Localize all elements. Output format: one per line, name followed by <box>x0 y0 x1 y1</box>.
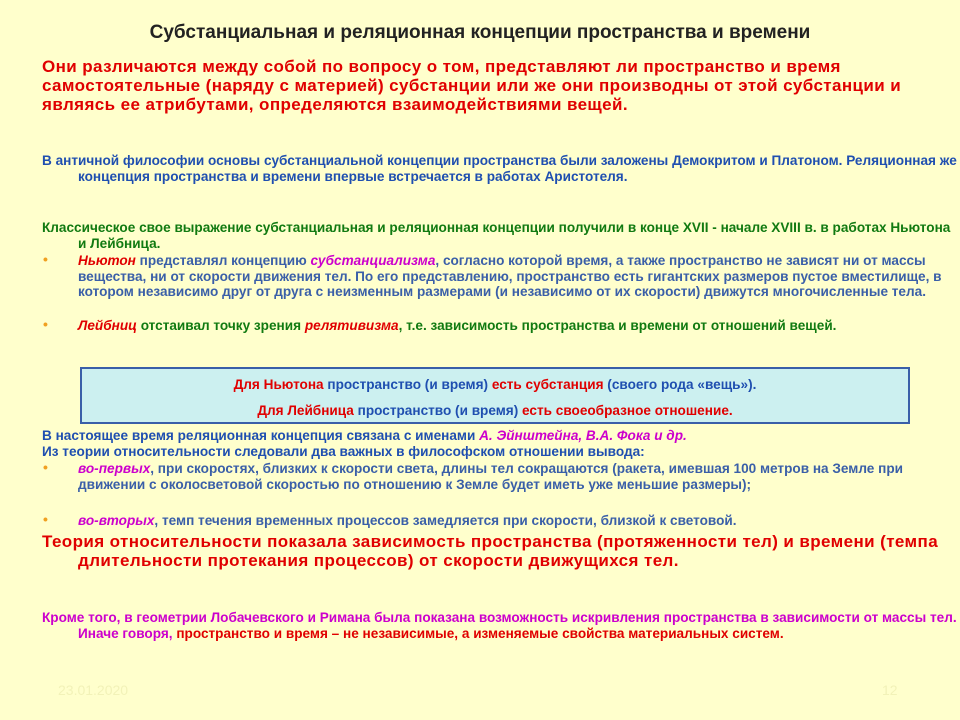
newton-name: Ньютон <box>78 253 136 268</box>
comparison-box <box>80 367 910 424</box>
footer-date: 23.01.2020 <box>58 682 129 698</box>
relativity-conclusions-intro: Из теории относительности следовали два важных в философском отношении вывода: <box>42 444 645 459</box>
second-conclusion-bullet: • во-вторых, темп течения временных процессов замедляется при скорости, близкой к световой. <box>43 511 737 528</box>
slide-title: Субстанциальная и реляционная концепции пространства и времени <box>149 22 811 43</box>
newton-text-2: , согласно которой время, а также пространство не зависят ни от массы вещества, ни от скорости движения тел. По его представлению, пространство есть гигантских размеров пустое вместилище, в котором независимо друг от друга с неизменным размерами (и независимо от их скорости) движутся многочисленные тела. <box>78 253 942 299</box>
theory-statement: Теория относительности показала зависимость пространства (протяженности тел) и времени (темпа длительности протекания процессов) от скорости движущихся тел. <box>42 532 939 570</box>
bullet-icon: • <box>43 459 48 475</box>
geometry-paragraph: Кроме того, в геометрии Лобачевского и Римана была показана возможность искривления пространства в зависимости от массы тел. Иначе говоря, пространство и время – не независимые, а изменяемые свойства материальных систем. <box>42 610 957 641</box>
leibniz-bullet <box>42 318 950 334</box>
leibniz-text-1: отстаивал точку зрения <box>136 318 305 333</box>
first-conclusion-bullet: • во-первых, при скоростях, близких к скорости света, длины тел сокращаются (ракета, имевшая 100 метров на Земле при движении с околосветовой скоростью по отношению к Земле будет иметь уже меньшие размеры); <box>43 459 903 492</box>
antiquity-paragraph: В античной философии основы субстанциальной концепции пространства были заложены Демокритом и Платоном. Реляционная же концепция пространства и времени впервые встречается в работах Аристотеля. <box>42 153 957 184</box>
newton-text-1: представлял концепцию <box>135 253 311 268</box>
bullet-icon: • <box>43 251 48 267</box>
modern-paragraph: В настоящее время реляционная концепция связана с именами А. Эйнштейна, В.А. Фока и др. <box>42 428 687 443</box>
comparison-line-newton: Для Ньютона пространство (и время) есть субстанция (своего рода «вещь»). <box>233 377 757 392</box>
lead-paragraph: Они различаются между собой по вопросу о том, представляют ли пространство и время самостоятельные (наряду с материей) субстанции или же они производны от этой субстанции и являясь ее атрибутами, определяются взаимодействиями вещей. <box>42 57 902 114</box>
modern-names: А. Эйнштейна, В.А. Фока и др. <box>479 428 687 443</box>
leibniz-term: релятивизма <box>304 318 399 333</box>
newton-bullet <box>42 253 950 300</box>
bullet-icon: • <box>43 316 48 332</box>
bullet-icon: • <box>43 511 48 527</box>
leibniz-text-2: , т.е. зависимость пространства и времени от отношений вещей. <box>398 318 837 333</box>
leibniz-name: Лейбниц <box>78 318 137 333</box>
classical-paragraph: Классическое свое выражение субстанциальная и реляционная концепции получили в конце XVII - начале XVIII в. в работах Ньютона и Лейбница. <box>42 220 951 251</box>
newton-term: субстанциализма <box>310 253 436 268</box>
geometry-emphasis: пространство и время – не независимые, а изменяемые свойства материальных систем. <box>176 625 784 641</box>
footer-page-number: 12 <box>882 682 898 698</box>
comparison-line-leibniz: Для Лейбница пространство (и время) есть своеобразное отношение. <box>257 403 733 418</box>
